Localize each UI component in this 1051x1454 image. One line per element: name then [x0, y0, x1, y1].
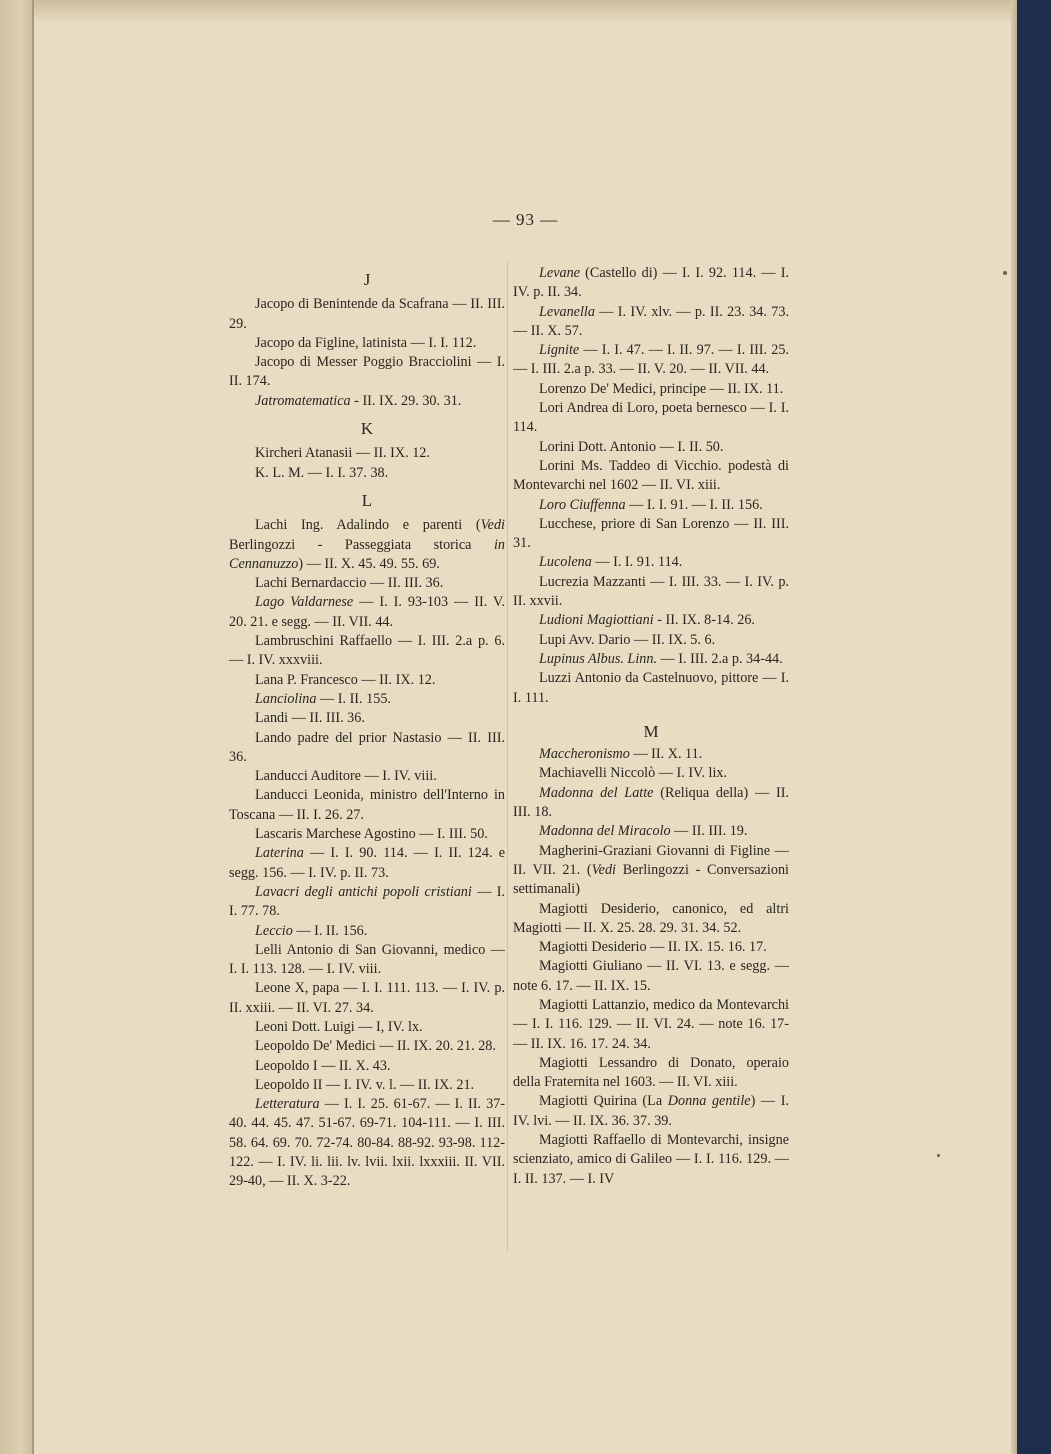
index-entry-text: Jacopo di Messer Poggio Bracciolini — I. II. 174.	[229, 354, 505, 390]
index-entry	[229, 1095, 505, 1191]
index-entry	[229, 671, 505, 690]
index-letter-heading: J	[363, 270, 371, 289]
index-entry-text: Magiotti Desiderio, canonico, ed altri Magiotti — II. X. 25. 28. 29. 31. 34. 52.	[513, 900, 789, 936]
index-entry	[513, 669, 789, 708]
index-entry-italic-text: Vedi	[591, 861, 616, 878]
index-entry-text: ) — II. X. 45. 49. 55. 69.	[298, 555, 440, 572]
index-entry-text: Lachi Ing. Adalindo e parenti (	[255, 517, 481, 534]
index-entry	[229, 922, 505, 941]
index-entry	[229, 941, 505, 980]
index-entry	[513, 631, 789, 650]
index-entry	[513, 996, 789, 1054]
index-letter-heading: K	[360, 419, 374, 439]
index-entry	[229, 516, 505, 574]
index-entry-italic-text: Lupinus Albus. Linn.	[539, 650, 657, 667]
index-entry-text: — I. III. 2.a p. 34-44.	[657, 650, 783, 667]
index-entry-text: Landucci Leonida, ministro dell'Interno in Toscana — II. I. 26. 27.	[229, 787, 505, 823]
page-number: — 93 —	[492, 210, 559, 229]
index-letter-heading: M	[643, 721, 659, 741]
index-entry-italic-text: Lago Valdarnese	[255, 594, 354, 611]
index-entry	[513, 553, 789, 572]
index-entry	[229, 979, 505, 1018]
index-entry-italic-text: Madonna del Latte	[539, 784, 654, 801]
index-entry-text: — II. X. 11.	[629, 746, 703, 763]
index-entry	[513, 650, 789, 669]
index-entry-text: Magiotti Desiderio — II. IX. 15. 16. 17.	[539, 939, 767, 956]
index-entry-italic-text: Vedi	[480, 517, 505, 534]
index-entry	[513, 496, 789, 515]
index-entry-text: — I. I. 47. — I. II. 97. — I. III. 25. — I. III. 2.a p. 33. — II. V. 20. — II. VII. 44.	[513, 342, 789, 378]
index-entry-italic-text: Donna gentile	[667, 1093, 751, 1110]
index-entry-text: Jacopo di Benintende da Scafrana — II. III. 29.	[229, 296, 505, 332]
index-entry-text: Kircheri Atanasii — II. IX. 12.	[255, 445, 430, 462]
index-entry-italic-text: Lignite	[539, 342, 580, 359]
index-entry-text: Lucchese, priore di San Lorenzo — II. III. 31.	[513, 515, 789, 552]
index-entry-text: Jacopo da Figline, latinista — I. I. 112.	[255, 334, 477, 351]
index-entry-text: Lorenzo De' Medici, principe — II. IX. 11.	[539, 380, 784, 397]
index-entry-italic-text: in Cennanuzzo	[229, 536, 505, 572]
index-entry-italic-text: Leccio	[255, 922, 293, 939]
index-entry-text: Lana P. Francesco — II. IX. 12.	[255, 671, 436, 688]
index-entry	[229, 632, 505, 671]
index-entry	[229, 444, 505, 463]
index-entry	[513, 842, 789, 900]
top-shadow	[34, 0, 1024, 22]
index-entry-text: Lorini Ms. Taddeo di Vicchio. podestà di Montevarchi nel 1602 — II. VI. xiii.	[513, 457, 789, 494]
index-entry-text: — I. II. 156.	[292, 922, 368, 939]
paper-speck	[937, 1154, 940, 1157]
index-entry-text: Leone X, papa — I. I. 111. 113. — I. IV. p. II. xxiii. — II. VI. 27. 34.	[229, 980, 505, 1016]
index-entry	[229, 593, 505, 632]
index-entry-text: Lucrezia Mazzanti — I. III. 33. — I. IV. p. II. xxvii.	[513, 573, 789, 610]
index-entry	[229, 392, 505, 411]
index-entry-text: — I. I. 90. 114. — I. II. 124. e segg. 156. — I. IV. p. II. 73.	[229, 845, 505, 881]
index-entry-text: - II. IX. 29. 30. 31.	[350, 392, 462, 409]
index-entry-italic-text: Laterina	[255, 845, 304, 862]
index-entry	[513, 764, 789, 783]
index-entry	[513, 264, 789, 303]
index-column-right	[513, 264, 789, 1189]
index-entry-text: — I. I. 77. 78.	[229, 883, 505, 920]
index-entry	[513, 303, 789, 342]
index-entry	[513, 341, 789, 380]
index-entry-text: Lachi Bernardaccio — II. III. 36.	[255, 575, 444, 592]
index-entry-text: Machiavelli Niccolò — I. IV. lix.	[539, 765, 728, 782]
index-entry-italic-text: Levanella	[539, 303, 595, 320]
index-entry	[513, 457, 789, 496]
index-letter-heading: L	[361, 490, 373, 510]
index-entry-italic-text: Madonna del Miracolo	[539, 823, 671, 840]
index-entry-italic-text: Loro Ciuffenna	[539, 496, 626, 513]
index-entry-italic-text: Letteratura	[255, 1096, 320, 1113]
index-entry-text: Lupi Avv. Dario — II. IX. 5. 6.	[539, 631, 716, 648]
index-entry	[513, 938, 789, 957]
index-entry-text: - II. IX. 8-14. 26.	[653, 612, 755, 629]
index-entry-text: Leopoldo De' Medici — II. IX. 20. 21. 28.	[255, 1038, 496, 1055]
index-entry	[229, 295, 505, 334]
index-entry	[229, 353, 505, 392]
index-entry-text: Lelli Antonio di San Giovanni, medico — I. I. 113. 128. — I. IV. viii.	[229, 941, 505, 978]
index-entry	[229, 825, 505, 844]
index-entry	[513, 822, 789, 841]
index-entry-text: Magiotti Lessandro di Donato, operaio della Fraternita nel 1603. — II. VI. xiii.	[513, 1054, 789, 1091]
index-entry-text: Berlingozzi - Passeggiata storica	[229, 536, 494, 553]
index-entry	[513, 900, 789, 939]
index-entry-text: Lori Andrea di Loro, poeta bernesco — I. I. 114.	[513, 400, 789, 436]
index-entry-text: K. L. M. — I. I. 37. 38.	[255, 464, 389, 481]
index-entry-text: (Reliqua della) — II. III. 18.	[513, 784, 789, 821]
index-entry-italic-text: Lucolena	[539, 554, 592, 571]
index-entry-italic-text: Levane	[539, 265, 580, 281]
index-entry	[513, 1131, 789, 1189]
paper-speck	[1003, 271, 1007, 275]
index-entry	[229, 1076, 505, 1095]
index-entry	[229, 767, 505, 786]
index-entry-italic-text: Jatromatematica	[255, 392, 351, 409]
index-entry	[513, 957, 789, 996]
index-entry	[229, 1037, 505, 1056]
index-entry-text: Luzzi Antonio da Castelnuovo, pittore — I. I. 111.	[513, 670, 789, 706]
index-entry-text: (Castello di) — I. I. 92. 114. — I. IV. p. II. 34.	[513, 265, 789, 301]
index-entry-text: — I. I. 25. 61-67. — I. II. 37-40. 44. 45. 47. 51-67. 69-71. 104-111. — I. III. 58. 64. 69. 70. 72-74. 80-84. 88-92. 93-98. 112-122. — I. IV. li. lii. lv. lvii. lxii. lxxxiii. II. VII. 29-40, — II. X. 3-22.	[229, 1096, 505, 1190]
index-entry-text: Leopoldo II — I. IV. v. l. — II. IX. 21.	[255, 1076, 475, 1093]
index-entry	[229, 709, 505, 728]
index-entry-italic-text: Ludioni Magiottiani	[539, 612, 654, 629]
index-entry-text: Magiotti Giuliano — II. VI. 13. e segg. — note 6. 17. — II. IX. 15.	[513, 958, 789, 994]
index-entry	[513, 380, 789, 399]
index-entry-text: Lando padre del prior Nastasio — II. III. 36.	[229, 729, 505, 765]
index-entry-text: Berlingozzi - Conversazioni settimanali)	[513, 861, 789, 898]
index-entry	[229, 1018, 505, 1037]
index-entry-text: Leopoldo I — II. X. 43.	[255, 1057, 391, 1074]
index-entry-text: — II. III. 19.	[670, 823, 748, 840]
index-entry-text: Magherini-Graziani Giovanni di Figline — II. VII. 21. (	[513, 842, 789, 878]
index-entry-text: Leoni Dott. Luigi — I, IV. lx.	[255, 1018, 423, 1035]
index-entry	[229, 844, 505, 883]
index-entry-text: Landi — II. III. 36.	[255, 710, 365, 727]
index-entry	[513, 573, 789, 612]
index-entry	[229, 1057, 505, 1076]
index-entry	[513, 611, 789, 630]
index-entry-text: Lambruschini Raffaello — I. III. 2.a p. 6. — I. IV. xxxviii.	[229, 633, 505, 669]
index-entry	[513, 784, 789, 823]
index-entry	[513, 515, 789, 554]
index-entry-text: Landucci Auditore — I. IV. viii.	[255, 768, 437, 785]
index-entry	[513, 1054, 789, 1093]
index-entry	[513, 438, 789, 457]
index-entry-text: — I. I. 91. 114.	[591, 554, 683, 571]
index-entry-text: — I. IV. xlv. — p. II. 23. 34. 73. — II. X. 57.	[513, 303, 789, 339]
index-entry	[229, 690, 505, 709]
index-entry-text: Magiotti Quirina (La	[539, 1093, 668, 1110]
index-entry	[229, 729, 505, 768]
index-entry-text: Magiotti Raffaello di Montevarchi, insigne scienziato, amico di Galileo — I. I. 116. 129. — I. II. 137. — I. IV	[513, 1132, 789, 1187]
column-divider	[507, 262, 508, 1252]
index-entry	[229, 334, 505, 353]
index-column-left	[229, 264, 505, 1192]
index-entry	[513, 399, 789, 438]
index-entry-text: — I. I. 91. — I. II. 156.	[625, 496, 763, 513]
index-entry-text: — I. I. 93-103 — II. V. 20. 21. e segg. — II. VII. 44.	[229, 594, 505, 630]
index-entry-text: ) — I. IV. lvi. — II. IX. 36. 37. 39.	[513, 1093, 789, 1129]
index-entry	[229, 574, 505, 593]
index-entry	[229, 786, 505, 825]
index-entry	[229, 464, 505, 483]
index-entry	[513, 1092, 789, 1131]
index-entry-italic-text: Maccheronismo	[539, 746, 630, 763]
index-entry-text: Lascaris Marchese Agostino — I. III. 50.	[255, 826, 488, 843]
index-entry-italic-text: Lavacri degli antichi popoli cristiani	[255, 883, 472, 900]
index-entry-text: Magiotti Lattanzio, medico da Montevarchi — I. I. 116. 129. — II. VI. 24. — note 16. 17- — II. IX. 16. 17. 24. 34.	[513, 996, 789, 1052]
index-entry-text: Lorini Dott. Antonio — I. II. 50.	[539, 438, 724, 455]
index-entry-text: — I. II. 155.	[316, 690, 391, 707]
index-entry	[513, 745, 789, 764]
index-entry-italic-text: Lanciolina	[255, 690, 317, 707]
index-entry	[229, 883, 505, 922]
